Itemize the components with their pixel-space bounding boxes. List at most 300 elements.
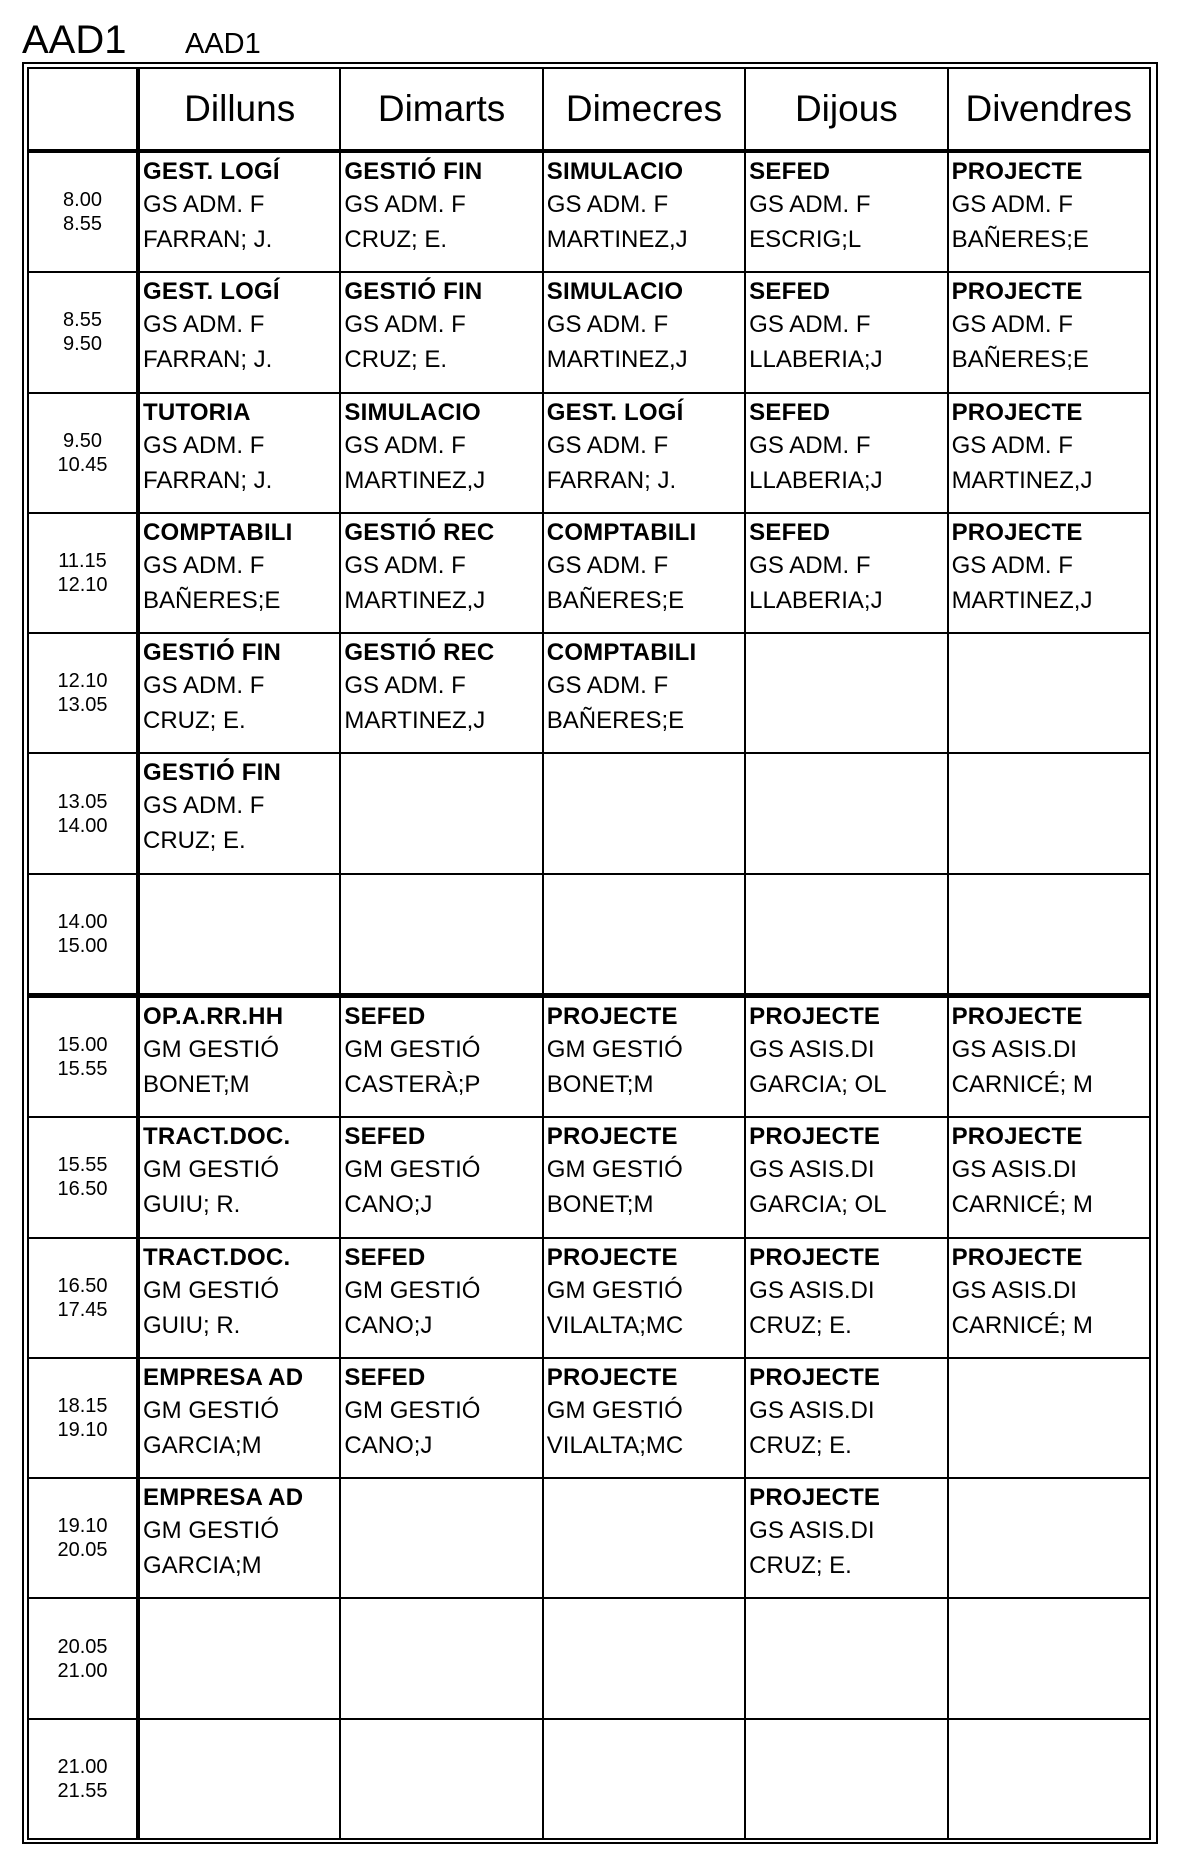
teacher-name: MARTINEZ,J [546,226,688,253]
time-start: 8.00 [63,189,102,212]
teacher-name: BAÑERES;E [951,346,1089,374]
group-name: GS ADM. F [143,431,265,459]
class-cell [543,151,745,272]
subject-name: SIMULACIO [344,398,481,426]
subject-name: SEFED [749,158,831,185]
class-cell [543,393,745,513]
teacher-name: BAÑERES;E [546,586,685,614]
time-start: 9.50 [63,429,102,452]
empty-cell [948,633,1150,753]
class-cell [138,1358,340,1478]
group-name: GS ADM. F [546,311,669,339]
time-slot-row [28,272,1150,392]
day-header-row [28,68,1150,151]
subject-name: PROJECTE [951,158,1083,185]
page-title: AAD1 [22,18,127,62]
teacher-name: VILALTA;MC [546,1311,684,1339]
time-cell [28,272,138,392]
class-entry [746,273,946,377]
class-cell [340,151,542,272]
teacher-name: MARTINEZ,J [344,466,486,494]
time-end: 12.10 [57,573,108,596]
class-entry [544,394,744,498]
empty-cell [138,1598,340,1718]
subject-name: PROJECTE [546,1363,678,1391]
time-cell [28,393,138,513]
class-cell [340,1358,542,1478]
subject-name: PROJECTE [546,1002,678,1030]
class-cell [543,513,745,633]
time-slot-row [28,1598,1150,1718]
class-entry [140,634,339,738]
class-entry [746,514,946,618]
class-cell [138,753,340,873]
time-slot-row [28,1117,1150,1237]
subject-name: SEFED [749,398,831,426]
class-entry [544,514,744,618]
class-cell [138,633,340,753]
teacher-name: BONET;M [546,1070,654,1098]
teacher-name: GARCIA;M [143,1431,262,1459]
time-start: 14.00 [57,910,108,933]
class-cell [745,151,947,272]
class-cell [745,272,947,392]
subject-name: PROJECTE [749,1123,881,1151]
class-entry [544,1359,744,1463]
class-cell [340,272,542,392]
group-name: GM GESTIÓ [143,1035,280,1063]
class-entry [140,514,339,618]
time-end: 20.05 [57,1539,108,1562]
teacher-name: ESCRIG;L [749,226,862,253]
group-name: GM GESTIÓ [546,1396,683,1424]
time-cell [28,1238,138,1358]
class-cell [340,1238,542,1358]
class-entry [949,998,1149,1102]
time-cell [28,633,138,753]
teacher-name: CRUZ; E. [749,1311,852,1339]
teacher-name: GARCIA;M [143,1552,262,1580]
teacher-name: GARCIA; OL [749,1191,887,1219]
page-subtitle: AAD1 [185,28,261,60]
group-name: GM GESTIÓ [344,1396,481,1424]
class-entry [140,1118,339,1222]
subject-name: SEFED [344,1002,426,1030]
empty-cell [340,874,542,996]
teacher-name: FARRAN; J. [546,466,677,494]
subject-name: SEFED [344,1243,426,1271]
time-slot-row [28,513,1150,633]
teacher-name: MARTINEZ,J [344,707,486,735]
class-entry [544,273,744,377]
group-name: GS ASIS.DI [951,1276,1077,1304]
class-entry [341,998,541,1102]
teacher-name: CANO;J [344,1311,433,1339]
class-cell [543,1117,745,1237]
teacher-name: CRUZ; E. [143,827,246,855]
corner-cell [28,68,138,151]
time-end: 17.45 [57,1298,108,1321]
class-entry [746,153,946,257]
time-start: 12.10 [57,670,108,693]
time-slot-row [28,753,1150,873]
time-slot-row [28,995,1150,1117]
class-cell [138,1117,340,1237]
empty-cell [340,1598,542,1718]
subject-name: PROJECTE [546,1243,678,1271]
subject-name: EMPRESA AD [143,1484,304,1512]
group-name: GS ADM. F [344,672,466,700]
timetable-body [28,151,1150,1839]
time-start: 11.15 [58,549,107,572]
time-cell [28,151,138,272]
group-name: GS ADM. F [344,431,466,459]
class-cell [745,393,947,513]
subject-name: PROJECTE [951,1002,1083,1030]
class-cell [948,393,1150,513]
group-name: GS ADM. F [344,551,466,579]
class-entry [746,1239,946,1343]
teacher-name: GUIU; R. [143,1311,241,1339]
group-name: GM GESTIÓ [143,1156,280,1184]
teacher-name: LLABERIA;J [749,466,883,494]
teacher-name: CARNICÉ; M [951,1070,1093,1098]
class-entry [140,273,339,377]
class-cell [340,513,542,633]
teacher-name: CRUZ; E. [143,707,246,735]
teacher-name: MARTINEZ,J [951,466,1093,494]
class-cell [948,1238,1150,1358]
class-entry [341,1239,541,1343]
time-end: 8.55 [63,213,102,236]
class-entry [544,634,744,738]
class-cell [340,393,542,513]
teacher-name: BONET;M [546,1191,654,1219]
subject-name: COMPTABILI [143,518,293,546]
time-start: 15.00 [57,1034,108,1057]
class-cell [948,995,1150,1117]
teacher-name: GARCIA; OL [749,1070,887,1098]
class-entry [544,1239,744,1343]
subject-name: SEFED [749,278,831,306]
day-header-dimarts: Dimarts [340,68,542,151]
time-end: 15.55 [57,1058,108,1081]
time-slot-row [28,393,1150,513]
empty-cell [543,1598,745,1718]
class-entry [341,153,541,257]
class-entry [341,1359,541,1463]
subject-name: TUTORIA [143,398,251,426]
subject-name: PROJECTE [749,1243,881,1271]
time-start: 19.10 [57,1515,108,1538]
subject-name: GESTIÓ REC [344,518,495,546]
group-name: GS ADM. F [143,672,265,700]
class-entry [341,394,541,498]
class-entry [949,1118,1149,1222]
class-entry [140,394,339,498]
subject-name: SEFED [344,1363,426,1391]
class-cell [340,995,542,1117]
time-cell [28,1117,138,1237]
class-cell [138,1478,340,1598]
empty-cell [340,753,542,873]
time-start: 8.55 [63,309,102,332]
class-cell [948,1117,1150,1237]
group-name: GM GESTIÓ [143,1276,280,1304]
class-cell [948,272,1150,392]
time-end: 21.55 [57,1779,108,1802]
subject-name: GEST. LOGÍ [143,278,280,306]
subject-name: COMPTABILI [546,639,697,667]
subject-name: PROJECTE [749,1363,881,1391]
time-cell [28,1478,138,1598]
timetable [27,67,1151,1840]
empty-cell [745,1598,947,1718]
time-end: 9.50 [63,333,102,356]
subject-name: PROJECTE [546,1123,678,1151]
class-entry [746,1479,946,1583]
class-cell [340,1117,542,1237]
teacher-name: MARTINEZ,J [344,586,486,614]
time-end: 21.00 [57,1659,108,1682]
subject-name: GEST. LOGÍ [143,158,280,185]
teacher-name: MARTINEZ,J [546,346,688,374]
group-name: GS ADM. F [143,191,265,218]
group-name: GS ADM. F [951,431,1073,459]
time-cell [28,513,138,633]
time-slot-row [28,1719,1150,1839]
group-name: GS ADM. F [749,551,871,579]
class-entry [746,394,946,498]
class-entry [949,153,1149,257]
class-cell [543,1238,745,1358]
time-cell [28,753,138,873]
empty-cell [745,753,947,873]
class-entry [544,998,744,1102]
time-end: 16.50 [57,1178,108,1201]
time-slot-row [28,1238,1150,1358]
subject-name: TRACT.DOC. [143,1123,291,1151]
group-name: GM GESTIÓ [344,1035,481,1063]
class-cell [543,272,745,392]
day-header-dimecres: Dimecres [543,68,745,151]
group-name: GM GESTIÓ [143,1396,280,1424]
empty-cell [745,874,947,996]
group-name: GM GESTIÓ [546,1035,683,1063]
subject-name: GESTIÓ FIN [143,639,282,667]
group-name: GS ADM. F [344,311,466,339]
class-cell [138,393,340,513]
class-cell [138,151,340,272]
group-name: GS ADM. F [546,431,669,459]
group-name: GS ADM. F [546,672,669,700]
class-cell [948,513,1150,633]
time-start: 20.05 [57,1635,108,1658]
empty-cell [543,874,745,996]
teacher-name: MARTINEZ,J [951,586,1093,614]
empty-cell [948,1719,1150,1839]
time-start: 18.15 [57,1394,108,1417]
group-name: GM GESTIÓ [546,1276,683,1304]
class-entry [341,634,541,738]
class-entry [544,1118,744,1222]
class-cell [745,1478,947,1598]
time-end: 10.45 [57,453,108,476]
subject-name: OP.A.RR.HH [143,1002,284,1030]
time-slot-row [28,1358,1150,1478]
class-entry [544,153,744,257]
subject-name: SEFED [344,1123,426,1151]
time-start: 15.55 [57,1154,108,1177]
time-cell [28,1358,138,1478]
empty-cell [745,1719,947,1839]
teacher-name: CRUZ; E. [749,1431,852,1459]
class-cell [543,633,745,753]
teacher-name: CRUZ; E. [749,1552,852,1580]
teacher-name: VILALTA;MC [546,1431,684,1459]
empty-cell [948,753,1150,873]
time-start: 21.00 [57,1755,108,1778]
subject-name: PROJECTE [951,278,1083,306]
class-entry [341,514,541,618]
empty-cell [948,1598,1150,1718]
empty-cell [948,1478,1150,1598]
class-cell [138,1238,340,1358]
teacher-name: LLABERIA;J [749,586,883,614]
subject-name: GESTIÓ REC [344,639,495,667]
teacher-name: FARRAN; J. [143,346,273,374]
teacher-name: BAÑERES;E [143,586,281,614]
subject-name: TRACT.DOC. [143,1243,291,1271]
teacher-name: BAÑERES;E [951,226,1089,253]
class-entry [949,1239,1149,1343]
group-name: GS ADM. F [951,311,1073,339]
day-header-dijous: Dijous [745,68,947,151]
subject-name: PROJECTE [749,1484,881,1512]
group-name: GS ASIS.DI [951,1156,1077,1184]
group-name: GS ASIS.DI [749,1035,875,1063]
teacher-name: LLABERIA;J [749,346,883,374]
group-name: GS ASIS.DI [749,1396,875,1424]
group-name: GM GESTIÓ [546,1156,683,1184]
subject-name: GESTIÓ FIN [143,759,282,787]
empty-cell [543,1478,745,1598]
subject-name: GESTIÓ FIN [344,158,483,185]
class-cell [138,513,340,633]
class-entry [140,1479,339,1583]
teacher-name: FARRAN; J. [143,226,273,253]
subject-name: SIMULACIO [546,278,684,306]
empty-cell [543,1719,745,1839]
class-cell [948,151,1150,272]
empty-cell [948,1358,1150,1478]
class-entry [140,998,339,1102]
teacher-name: BAÑERES;E [546,707,685,735]
group-name: GS ADM. F [749,311,871,339]
group-name: GS ADM. F [546,551,669,579]
teacher-name: GUIU; R. [143,1191,241,1219]
class-cell [745,1358,947,1478]
class-entry [949,394,1149,498]
teacher-name: CANO;J [344,1191,433,1219]
class-entry [949,273,1149,377]
subject-name: SIMULACIO [546,158,684,185]
class-cell [543,995,745,1117]
class-cell [543,1358,745,1478]
class-cell [138,272,340,392]
teacher-name: CARNICÉ; M [951,1191,1093,1219]
group-name: GS ADM. F [344,191,466,218]
time-cell [28,1598,138,1718]
class-cell [745,513,947,633]
class-entry [341,273,541,377]
class-cell [340,633,542,753]
time-slot-row [28,633,1150,753]
day-header-dilluns: Dilluns [138,68,340,151]
time-slot-row [28,874,1150,996]
empty-cell [138,1719,340,1839]
teacher-name: CRUZ; E. [344,346,448,374]
teacher-name: FARRAN; J. [143,466,273,494]
class-cell [745,1238,947,1358]
subject-name: PROJECTE [951,1123,1083,1151]
class-entry [949,514,1149,618]
group-name: GS ADM. F [546,191,669,218]
class-entry [140,754,339,858]
time-end: 19.10 [57,1418,108,1441]
teacher-name: CARNICÉ; M [951,1311,1093,1339]
teacher-name: CANO;J [344,1431,433,1459]
empty-cell [543,753,745,873]
subject-name: EMPRESA AD [143,1363,304,1391]
class-cell [745,995,947,1117]
group-name: GS ASIS.DI [749,1517,875,1545]
class-cell [745,1117,947,1237]
time-end: 13.05 [57,694,108,717]
subject-name: PROJECTE [749,1002,881,1030]
group-name: GS ADM. F [143,551,265,579]
class-entry [746,1359,946,1463]
group-name: GM GESTIÓ [344,1156,481,1184]
empty-cell [138,874,340,996]
teacher-name: CRUZ; E. [344,226,448,253]
empty-cell [745,633,947,753]
group-name: GM GESTIÓ [143,1517,280,1545]
class-entry [140,1239,339,1343]
class-entry [140,153,339,257]
time-cell [28,995,138,1117]
subject-name: SEFED [749,518,831,546]
subject-name: PROJECTE [951,398,1083,426]
subject-name: GESTIÓ FIN [344,278,483,306]
subject-name: GEST. LOGÍ [546,398,684,426]
group-name: GS ASIS.DI [951,1035,1077,1063]
empty-cell [340,1478,542,1598]
teacher-name: BONET;M [143,1070,250,1098]
class-entry [341,1118,541,1222]
group-name: GS ADM. F [749,191,871,218]
empty-cell [340,1719,542,1839]
class-entry [140,1359,339,1463]
group-name: GS ASIS.DI [749,1276,875,1304]
day-header-divendres: Divendres [948,68,1150,151]
class-entry [746,1118,946,1222]
group-name: GS ADM. F [951,551,1073,579]
class-entry [746,998,946,1102]
group-name: GM GESTIÓ [344,1276,481,1304]
group-name: GS ADM. F [143,792,265,820]
subject-name: PROJECTE [951,1243,1083,1271]
